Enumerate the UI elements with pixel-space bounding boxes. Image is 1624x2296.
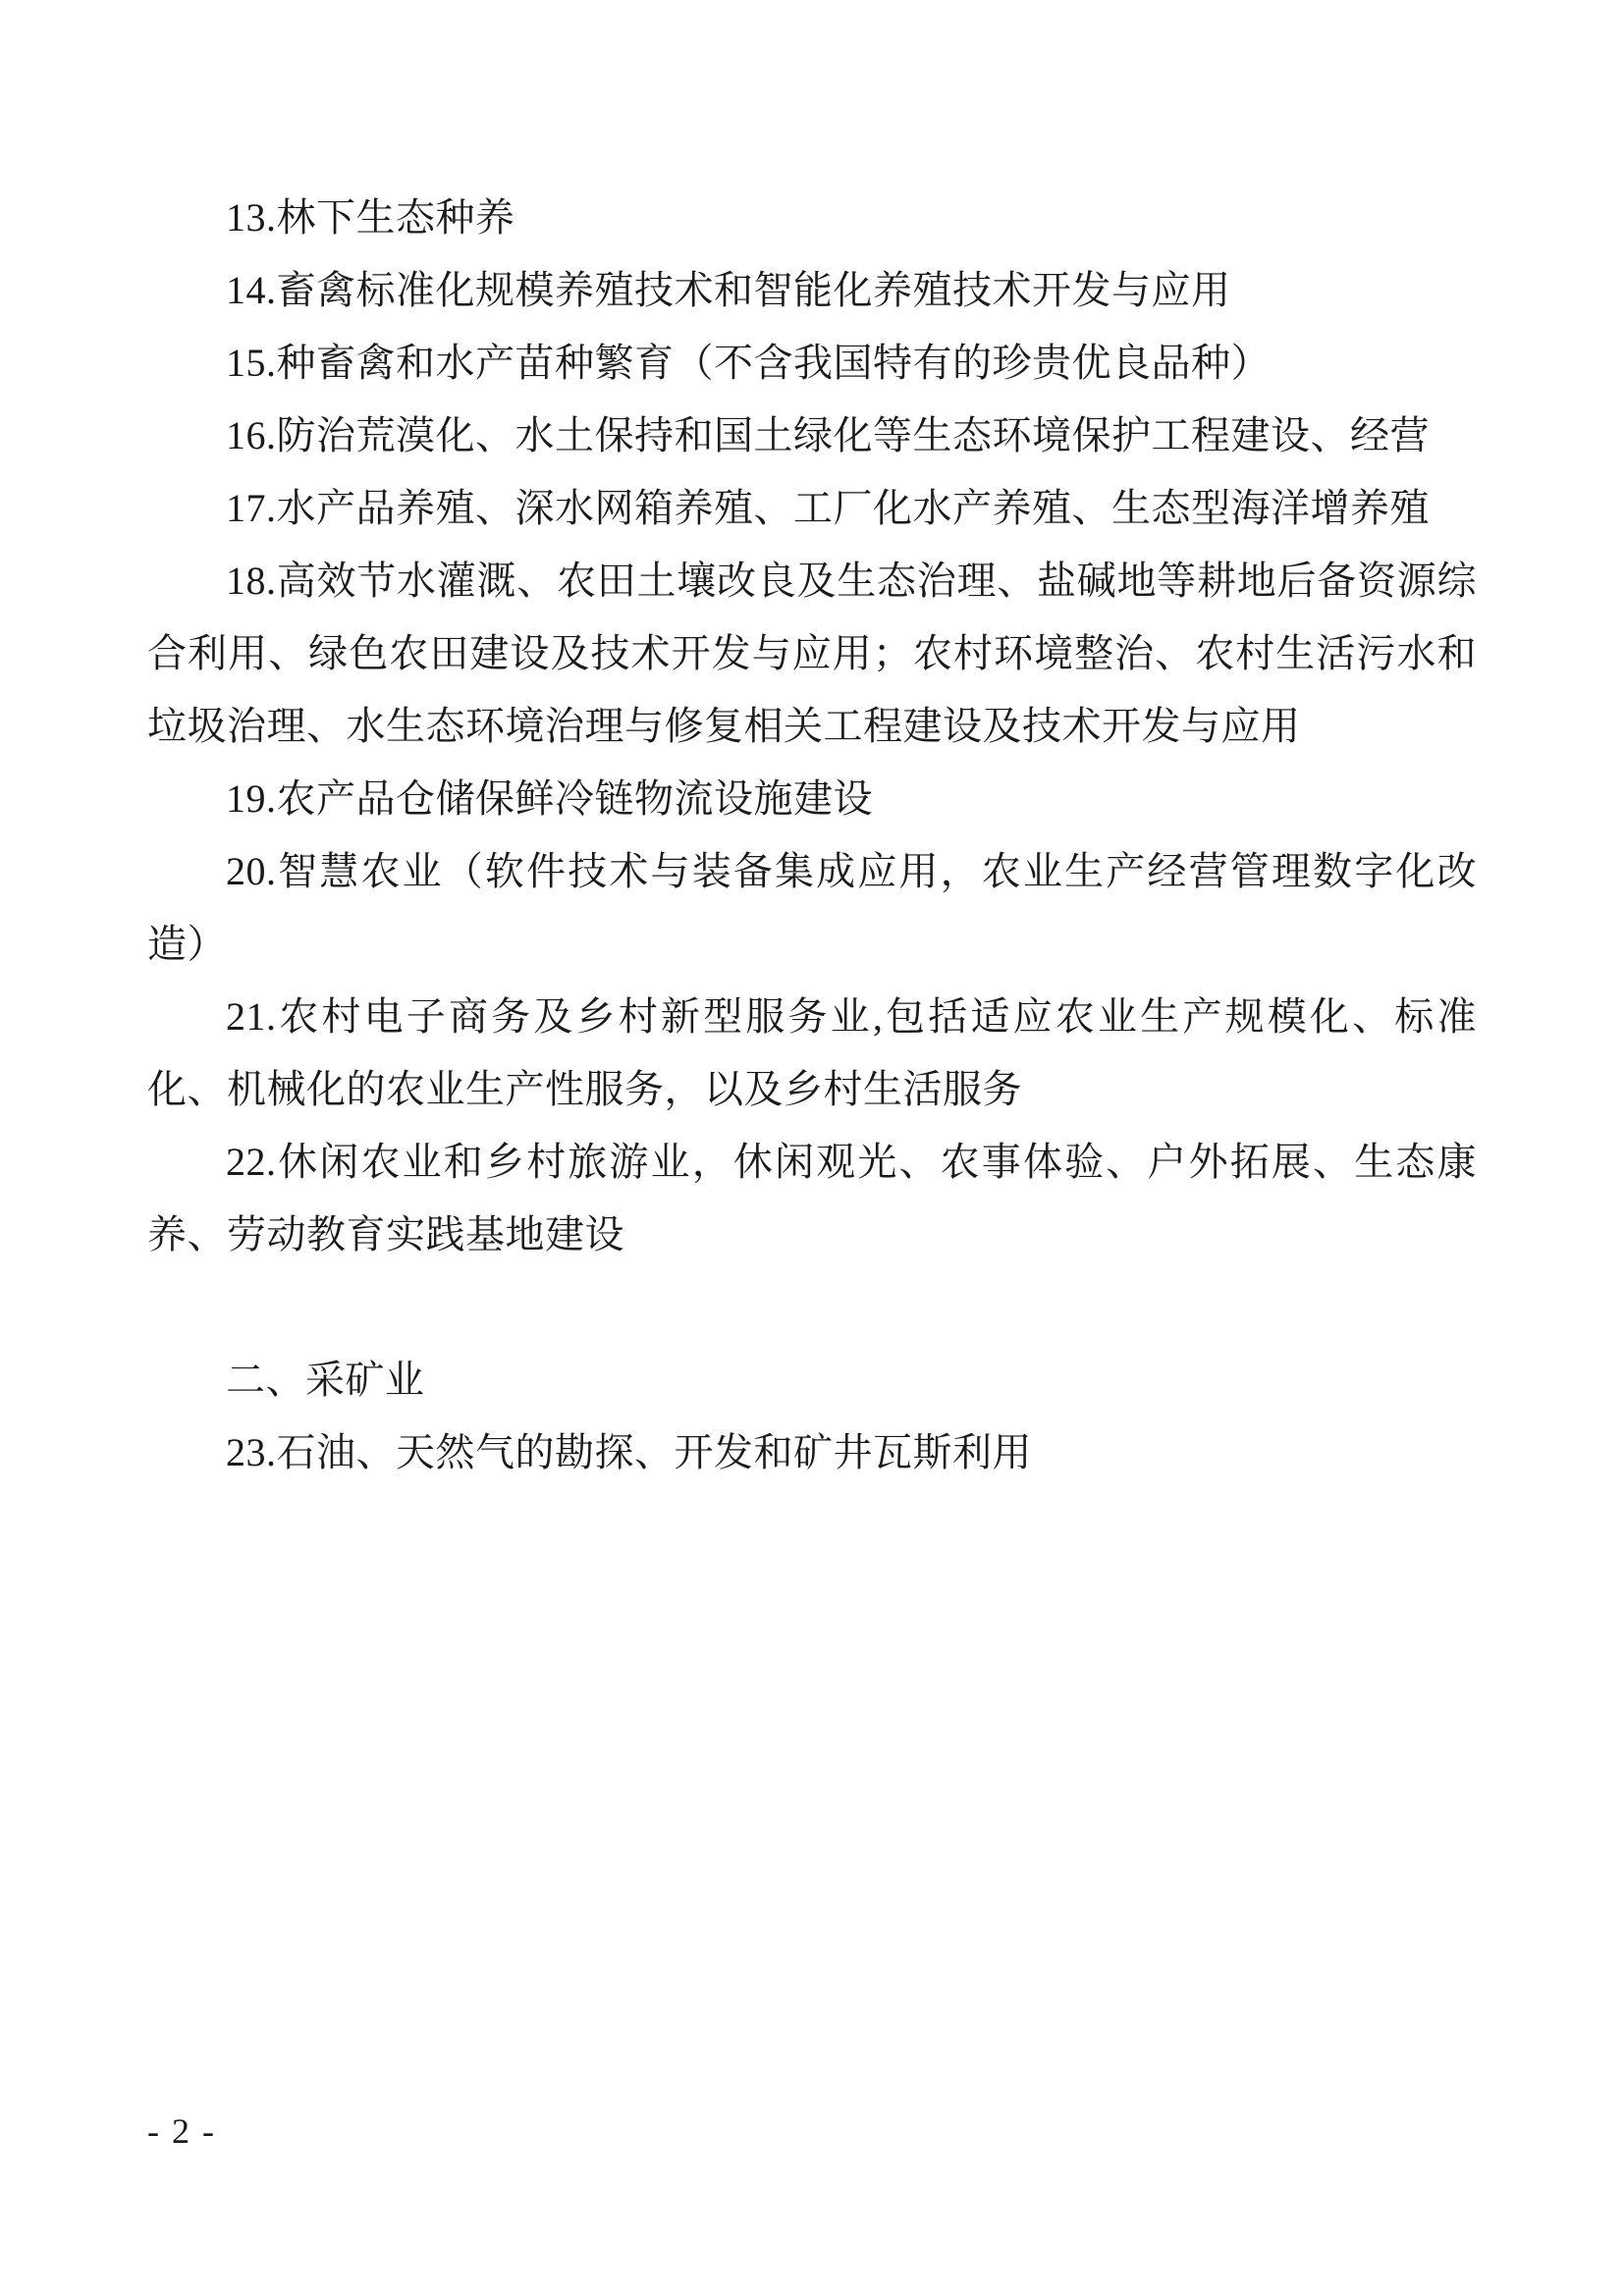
- page-number: - 2 -: [147, 2111, 216, 2151]
- list-item: 18.高效节水灌溉、农田土壤改良及生态治理、盐碱地等耕地后备资源综合利用、绿色农田建设及技术开发与应用；农村环境整治、农村生活污水和垃圾治理、水生态环境治理与修复相关工程建设及技术开发与应用: [147, 559, 1477, 748]
- section-heading: 二、采矿业: [226, 1358, 425, 1402]
- list-item: 17.水产品养殖、深水网箱养殖、工厂化水产养殖、生态型海洋增养殖: [226, 486, 1430, 530]
- list-item: 22.休闲农业和乡村旅游业，休闲观光、农事体验、户外拓展、生态康养、劳动教育实践基地建设: [147, 1140, 1477, 1256]
- document-body: [147, 182, 1477, 1489]
- list-item: 21.农村电子商务及乡村新型服务业,包括适应农业生产规模化、标准化、机械化的农业生产性服务，以及乡村生活服务: [147, 994, 1477, 1111]
- list-item: 14.畜禽标准化规模养殖技术和智能化养殖技术开发与应用: [226, 268, 1231, 312]
- list-item: 13.林下生态种养: [226, 195, 515, 240]
- list-item: 23.石油、天然气的勘探、开发和矿井瓦斯利用: [226, 1430, 1032, 1474]
- list-item: 15.种畜禽和水产苗种繁育（不含我国特有的珍贵优良品种）: [226, 341, 1271, 385]
- list-item: 16.防治荒漠化、水土保持和国土绿化等生态环境保护工程建设、经营: [226, 413, 1430, 457]
- list-item: 20.智慧农业（软件技术与装备集成应用，农业生产经营管理数字化改造）: [147, 849, 1477, 966]
- list-item: 19.农产品仓储保鲜冷链物流设施建设: [226, 776, 873, 821]
